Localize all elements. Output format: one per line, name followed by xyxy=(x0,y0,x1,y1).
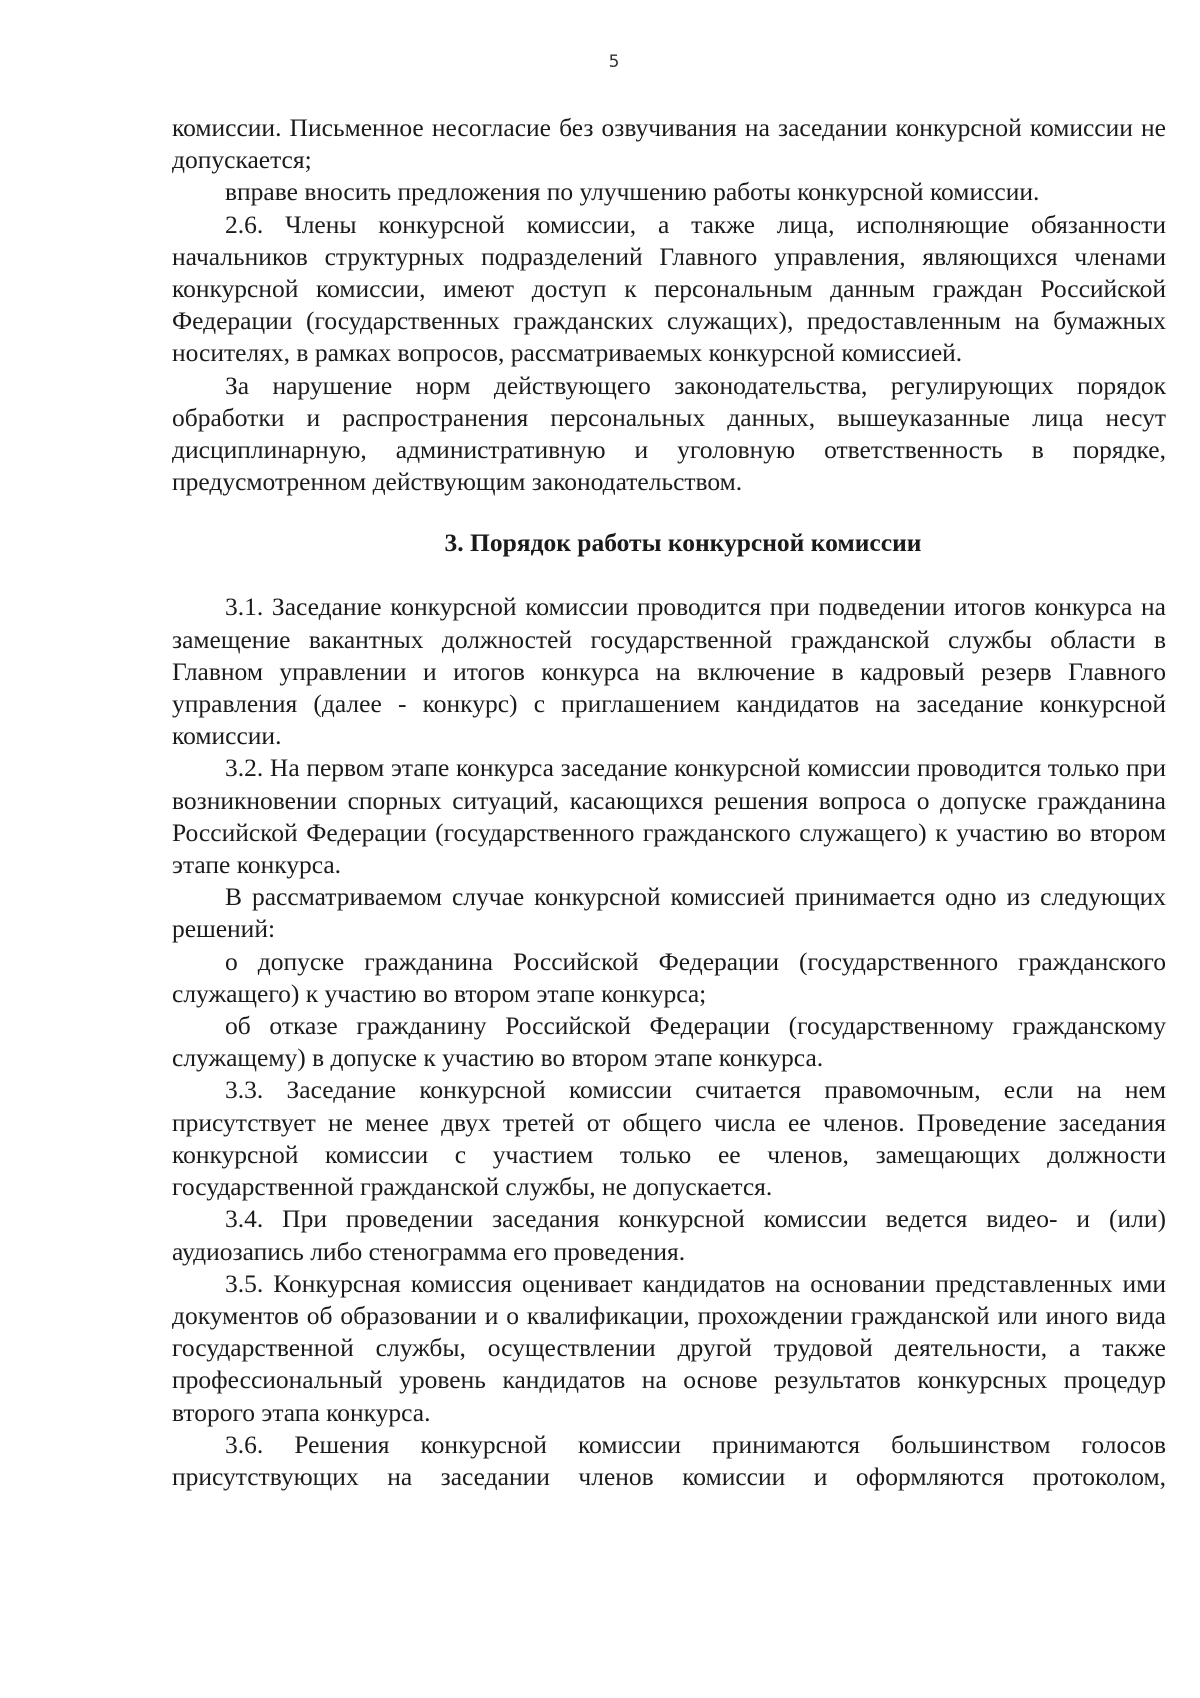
paragraph-3-3: 3.3. Заседание конкурсной комиссии считается правомочным, если на нем присутствует не менее двух третей от общего числа ее членов. Проведение заседания конкурсной комиссии с участием только ее членов, замещающих должности государственной гражданской службы, не допускается. xyxy=(172,1075,1166,1202)
paragraph-decision-refuse: об отказе гражданину Российской Федерации (государственному гражданскому служащему) в допуске к участию во втором этапе конкурса. xyxy=(172,1011,1166,1073)
paragraph-3-1: 3.1. Заседание конкурсной комиссии проводится при подведении итогов конкурса на замещение вакантных должностей государственной гражданской службы области в Главном управлении и итогов конкурса на включение в кадровый резерв Главного управления (далее - конкурс) с приглашением кандидатов на заседание конкурсной комиссии. xyxy=(172,592,1166,751)
paragraph-3-6: 3.6. Решения конкурсной комиссии принимаются большинством голосов присутствующих на заседании членов комиссии и оформляются протоколом, xyxy=(172,1429,1166,1491)
paragraph-proposals: вправе вносить предложения по улучшению работы конкурсной комиссии. xyxy=(225,177,1040,207)
paragraph-2-6: 2.6. Члены конкурсной комиссии, а также лица, исполняющие обязанности начальников структурных подразделений Главного управления, являющихся членами конкурсной комиссии, имеют доступ к персональным данным граждан Российской Федерации (государственных гражданских служащих), предоставленным на бумажных носителях, в рамках вопросов, рассматриваемых конкурсной комиссией. xyxy=(172,209,1166,368)
page-number: 5 xyxy=(608,52,620,72)
paragraph-decision-admit: о допуске гражданина Российской Федерации (государственного гражданского служащего) к участию во втором этапе конкурса; xyxy=(172,946,1166,1008)
paragraph-3-2: 3.2. На первом этапе конкурса заседание конкурсной комиссии проводится только при возникновении спорных ситуаций, касающихся решения вопроса о допуске гражданина Российской Федерации (государственного гражданского служащего) к участию во втором этапе конкурса. xyxy=(172,753,1166,880)
paragraph-liability: За нарушение норм действующего законодательства, регулирующих порядок обработки и распространения персональных данных, вышеуказанные лица несут дисциплинарную, административную и уголовную ответственность в порядке, предусмотренном действующим законодательством. xyxy=(172,370,1166,497)
section-heading: 3. Порядок работы конкурсной комиссии xyxy=(444,528,922,558)
paragraph-continuation: комиссии. Письменное несогласие без озвучивания на заседании конкурсной комиссии не допускается; xyxy=(172,113,1166,175)
document-body xyxy=(172,112,1166,1493)
paragraph-3-4: 3.4. При проведении заседания конкурсной комиссии ведется видео- и (или) аудиозапись либо стенограмма его проведения. xyxy=(172,1204,1166,1266)
paragraph-decisions-intro: В рассматриваемом случае конкурсной комиссией принимается одно из следующих решений: xyxy=(172,882,1166,944)
paragraph-3-5: 3.5. Конкурсная комиссия оценивает кандидатов на основании представленных ими документов об образовании и о квалификации, прохождении гражданской или иного вида государственной службы, осуществлении другой трудовой деятельности, а также профессиональный уровень кандидатов на основе результатов конкурсных процедур второго этапа конкурса. xyxy=(172,1268,1166,1427)
